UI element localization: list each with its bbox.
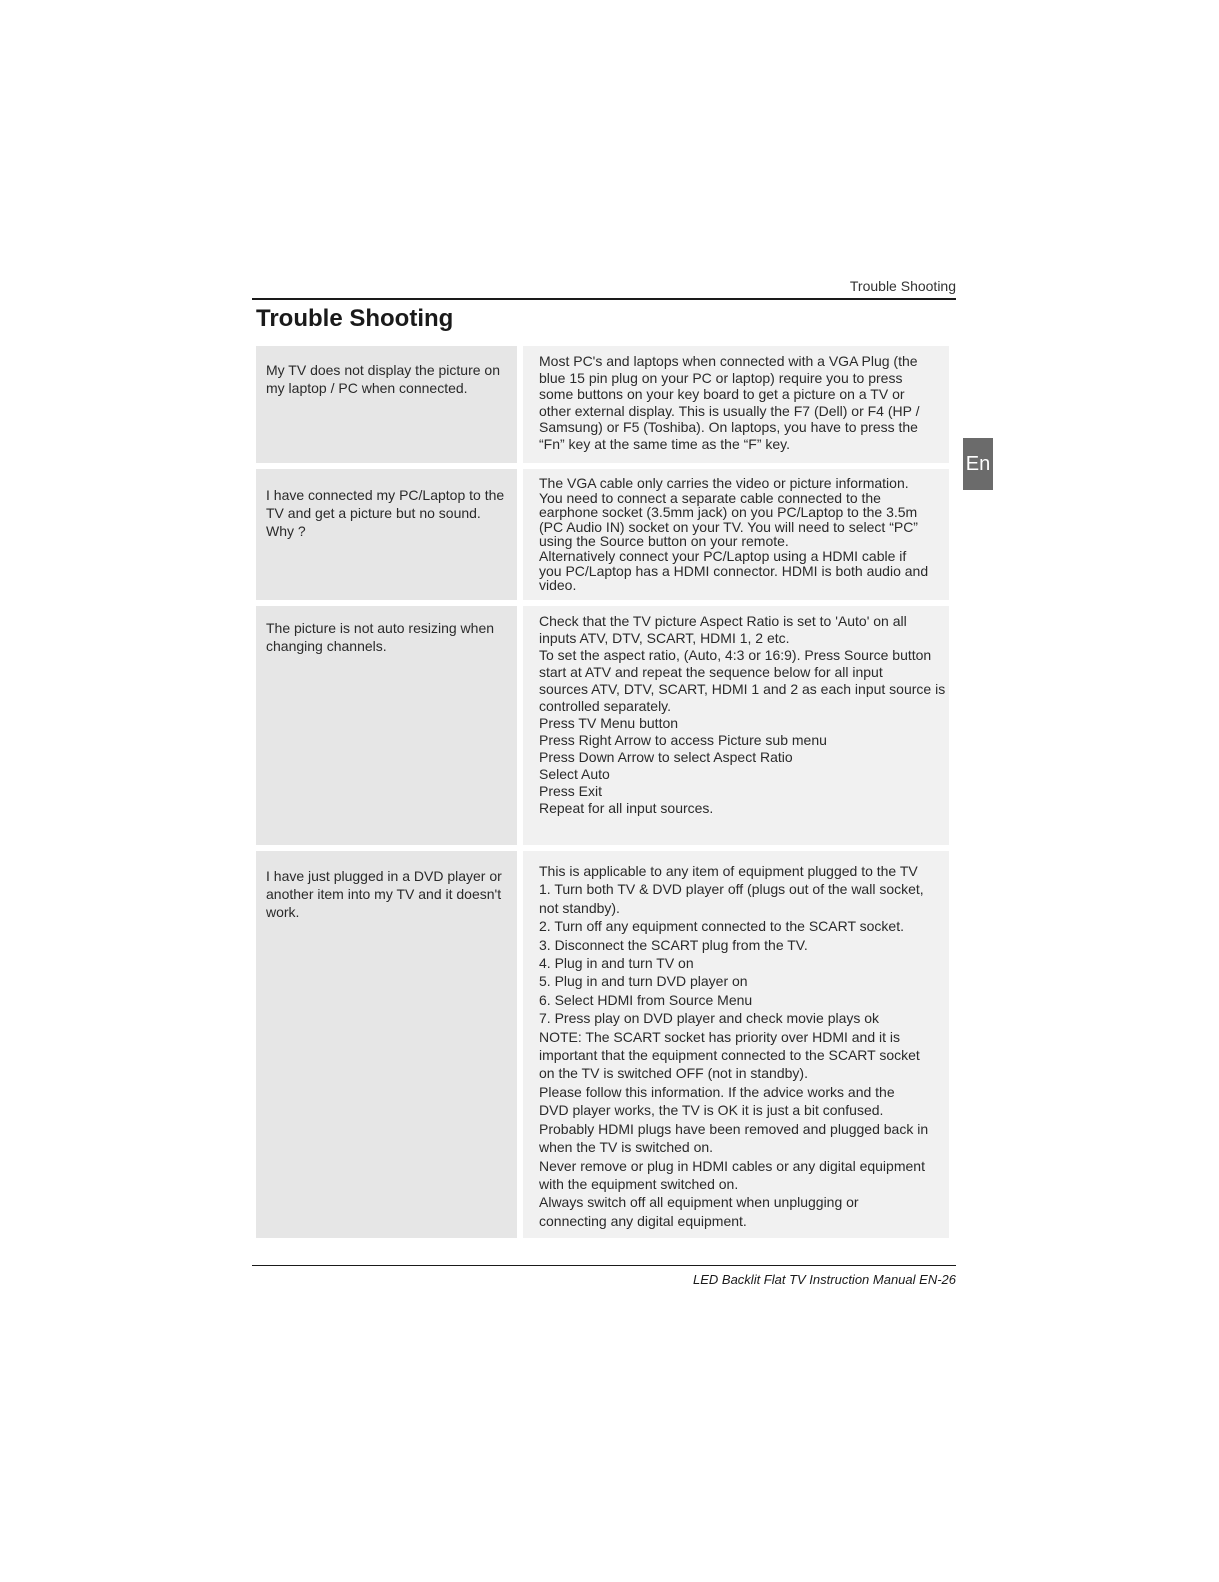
problem-cell: I have just plugged in a DVD player or another item into my TV and it doesn't work.: [256, 851, 517, 1238]
solution-line: some buttons on your key board to get a picture on a TV or: [539, 386, 905, 402]
solution-cell: [523, 469, 949, 600]
solution-line: This is applicable to any item of equipment plugged to the TV: [539, 863, 918, 879]
solution-line: Most PC's and laptops when connected with a VGA Plug (the: [539, 353, 918, 369]
solution-line: Alternatively connect your PC/Laptop using a HDMI cable if: [539, 547, 907, 564]
solution-line: sources ATV, DTV, SCART, HDMI 1 and 2 as each input source is: [539, 681, 946, 697]
table-row: [256, 469, 949, 600]
solution-line: “Fn” key at the same time as the “F” key.: [539, 435, 791, 452]
solution-cell: [523, 346, 949, 463]
solution-line: Always switch off all equipment when unplugging or: [539, 1194, 859, 1211]
page-footer: LED Backlit Flat TV Instruction Manual EN-26: [693, 1272, 956, 1287]
solution-line: 1. Turn both TV & DVD player off (plugs out of the wall socket,: [539, 881, 924, 898]
solution-line: Probably HDMI plugs have been removed and plugged back in: [539, 1120, 929, 1137]
problem-cell: I have connected my PC/Laptop to the TV and get a picture but no sound. Why ?: [256, 469, 517, 600]
problem-cell: My TV does not display the picture on my laptop / PC when connected.: [256, 346, 517, 463]
table-row: [256, 606, 949, 845]
solution-line: start at ATV and repeat the sequence below for all input: [539, 664, 883, 680]
solution-line: connecting any digital equipment.: [539, 1212, 747, 1229]
solution-line: To set the aspect ratio, (Auto, 4:3 or 16:9). Press Source button: [539, 647, 932, 663]
solution-line: Please follow this information. If the advice works and the: [539, 1083, 895, 1100]
solution-line: earphone socket (3.5mm jack) on you PC/Laptop to the 3.5m: [539, 504, 918, 521]
solution-line: Samsung) or F5 (Toshiba). On laptops, you have to press the: [539, 419, 918, 435]
troubleshooting-table: [256, 346, 949, 1244]
solution-line: video.: [539, 577, 577, 594]
solution-line: using the Source button on your remote.: [539, 533, 789, 550]
solution-line: 2. Turn off any equipment connected to the SCART socket.: [539, 918, 904, 935]
solution-line: Never remove or plug in HDMI cables or any digital equipment: [539, 1157, 925, 1174]
solution-line: Press TV Menu button: [539, 715, 679, 731]
solution-line: 3. Disconnect the SCART plug from the TV.: [539, 936, 808, 953]
language-tab: En: [963, 438, 993, 490]
solution-line: Check that the TV picture Aspect Ratio is set to 'Auto' on all: [539, 613, 907, 629]
solution-line: blue 15 pin plug on your PC or laptop) require you to press: [539, 369, 903, 386]
solution-line: Select Auto: [539, 766, 610, 782]
problem-cell: The picture is not auto resizing when changing channels.: [256, 606, 517, 845]
running-head: Trouble Shooting: [849, 278, 956, 294]
solution-line: not standby).: [539, 899, 620, 916]
solution-line: 4. Plug in and turn TV on: [539, 955, 694, 972]
solution-line: Repeat for all input sources.: [539, 800, 714, 816]
solution-line: 5. Plug in and turn DVD player on: [539, 973, 748, 990]
solution-line: 7. Press play on DVD player and check movie plays ok: [539, 1010, 880, 1027]
solution-cell: [523, 851, 949, 1238]
solution-line: important that the equipment connected to the SCART socket: [539, 1047, 920, 1064]
solution-line: with the equipment switched on.: [539, 1175, 739, 1192]
solution-line: 6. Select HDMI from Source Menu: [539, 991, 753, 1008]
footer-rule: [252, 1265, 956, 1266]
solution-line: other external display. This is usually the F7 (Dell) or F4 (HP /: [539, 402, 920, 419]
solution-line: Press Exit: [539, 783, 603, 799]
solution-line: inputs ATV, DTV, SCART, HDMI 1, 2 etc.: [539, 630, 790, 646]
solution-line: you PC/Laptop has a HDMI connector. HDMI is both audio and: [539, 562, 929, 579]
solution-line: (PC Audio IN) socket on your TV. You will need to select “PC”: [539, 518, 918, 535]
solution-line: NOTE: The SCART socket has priority over HDMI and it is: [539, 1028, 901, 1045]
table-row: [256, 851, 949, 1238]
solution-line: DVD player works, the TV is OK it is just a bit confused.: [539, 1102, 884, 1119]
solution-line: You need to connect a separate cable connected to the: [539, 489, 881, 506]
header-rule: [252, 298, 956, 300]
solution-line: The VGA cable only carries the video or picture information.: [539, 475, 909, 491]
solution-line: on the TV is switched OFF (not in standby).: [539, 1065, 808, 1082]
solution-line: Press Right Arrow to access Picture sub menu: [539, 732, 827, 748]
table-row: [256, 346, 949, 463]
solution-cell: [523, 606, 949, 845]
solution-line: controlled separately.: [539, 698, 672, 714]
solution-line: when the TV is switched on.: [539, 1139, 714, 1156]
solution-line: Press Down Arrow to select Aspect Ratio: [539, 749, 793, 765]
page-title: Trouble Shooting: [256, 305, 454, 332]
